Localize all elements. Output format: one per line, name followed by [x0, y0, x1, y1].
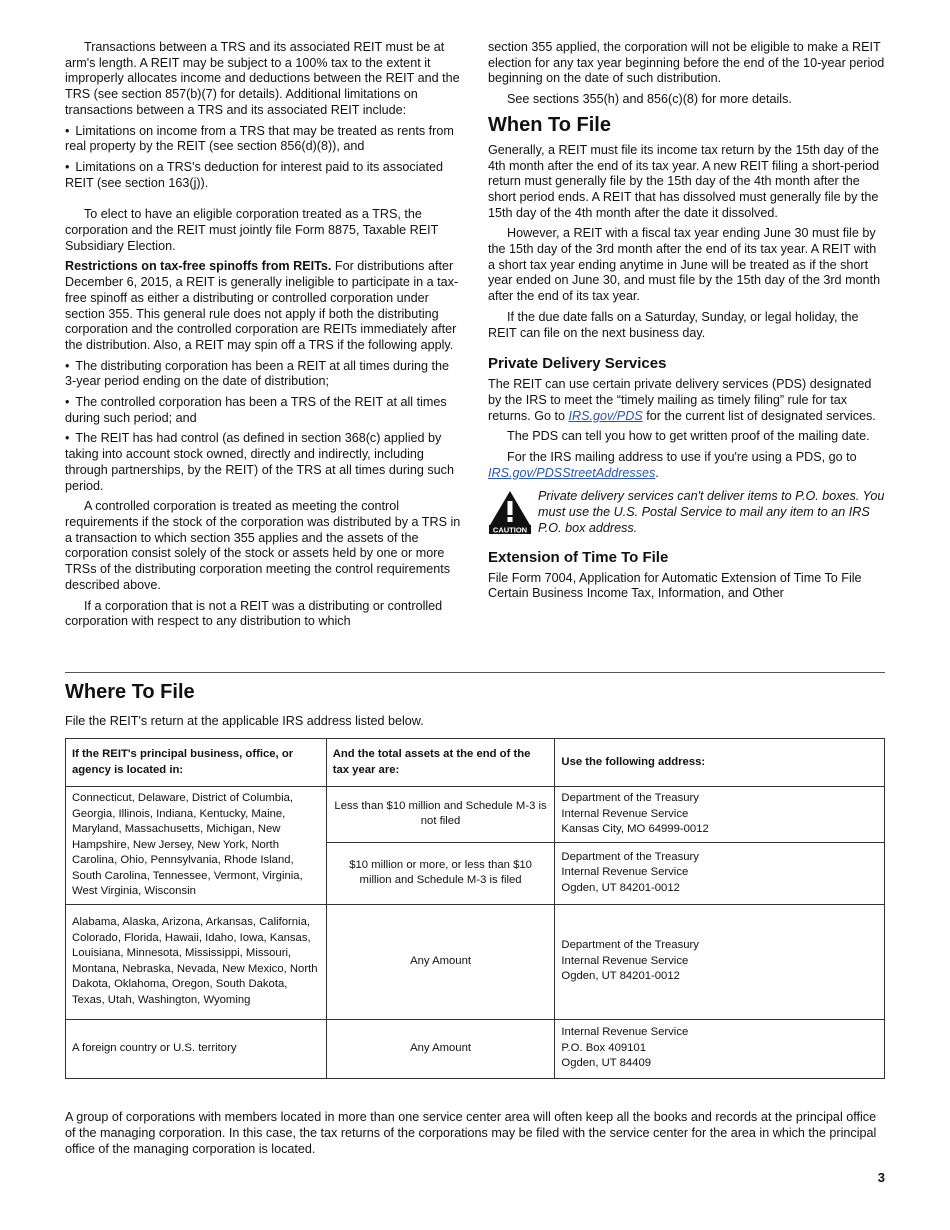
caution-text: Private delivery services can't deliver items to P.O. boxes. You must use the U.S. Postal Service to mail any item to an IRS P.O. box address.	[538, 489, 885, 535]
address-cell: Department of the Treasury Internal Revenue Service Ogden, UT 84201-0012	[555, 904, 885, 1019]
page-number: 3	[877, 1170, 885, 1185]
assets-cell: Any Amount	[326, 1019, 555, 1078]
when-paragraph-1: Generally, a REIT must file its income tax return by the 15th day of the 4th month after the end of its tax year. A new REIT filing a short-period return must generally file by the 15th day of the 4th month after the short period ends. A REIT that has dissolved must generally file by the 15th day of the 4th month after the date it dissolved.	[488, 142, 880, 220]
spinoff-paragraph	[65, 259, 462, 353]
controlled-corporation-paragraph: A controlled corporation is treated as meeting the control requirements if the stock of the corporation was distributed by a TRS in a transaction to which section 355 applies and the assets of the corporation consist solely of the stock or assets held by one or more TRSs of the distributing corporation meeting the control requirements described above.	[65, 499, 461, 592]
pds-paragraph-2: The PDS can tell you how to get written proof of the mailing date.	[507, 429, 870, 444]
address-table	[65, 738, 885, 1079]
page	[65, 40, 885, 1169]
header-address: Use the following address:	[555, 739, 885, 787]
caution-label: CAUTION	[492, 525, 528, 535]
bullet-item: • The distributing corporation has been a REIT at all times during the 3-year period ending on the date of distribution;	[65, 359, 462, 390]
locations-cell: A foreign country or U.S. territory	[66, 1019, 327, 1078]
header-location: If the REIT's principal business, office, or agency is located in:	[66, 739, 327, 787]
caution-box	[488, 489, 885, 536]
extension-paragraph: File Form 7004, Application for Automatic Extension of Time To File Certain Business Income Tax, Information, and Other	[488, 570, 862, 601]
two-column-text	[65, 40, 885, 663]
footer-paragraph: A group of corporations with members located in more than one service center area will often keep all the books and records at the principal office of the managing corporation. In this case, the tax returns of the corporations may be filed with the service center for the area in which the principal office of the managing corporation is located.	[65, 1109, 877, 1156]
bullet-item: • The controlled corporation has been a TRS of the REIT at all times during such period; and	[65, 395, 462, 426]
assets-cell: Any Amount	[326, 904, 555, 1019]
header-assets: And the total assets at the end of the tax year are:	[326, 739, 555, 787]
irs-pds-link[interactable]: IRS.gov/PDS	[568, 408, 643, 423]
table-row	[66, 1019, 885, 1078]
when-paragraph-3: If the due date falls on a Saturday, Sunday, or legal holiday, the REIT can file on the next business day.	[488, 309, 859, 340]
non-reit-paragraph: If a corporation that is not a REIT was a distributing or controlled corporation with respect to any distribution to which	[65, 598, 443, 629]
bullet-item: • Limitations on a TRS's deduction for interest paid to its associated REIT (see section 163(j)).	[65, 160, 462, 191]
trs-transactions-paragraph: Transactions between a TRS and its associated REIT must be at arm's length. A REIT may be subject to a 100% tax to the extent it improperly allocates income and deductions between the REIT and the TRS (see section 857(b)(7) for details). Additional limitations on transactions between a TRS and its associated REIT include:	[65, 40, 460, 117]
address-cell: Department of the Treasury Internal Revenue Service Ogden, UT 84201-0012	[555, 842, 885, 904]
section-355-paragraph: section 355 applied, the corporation will not be eligible to make a REIT election for any tax year beginning before the end of the 10-year period beginning on the date of such distribution.	[488, 40, 885, 86]
right-column	[488, 40, 885, 663]
bullet-item: • The REIT has had control (as defined in section 368(c) applied by taking into account stock owned, directly and indirectly, including through partnerships, by the REIT) of the TRS at all times during such period.	[65, 431, 462, 494]
left-column	[65, 40, 462, 663]
spinoff-text: For distributions after December 6, 2015, a REIT is generally ineligible to participate in a tax-free spinoff as either a distributing or controlled corporation under section 355. This general rule does not apply if both the distributing corporation and the controlled corporation are REITs immediately after the distribution. Also, a REIT may spin off a TRS if the following apply.	[65, 259, 459, 352]
where-intro: File the REIT's return at the applicable IRS address listed below.	[65, 714, 424, 728]
pds-street-addresses-link[interactable]: IRS.gov/PDSStreetAddresses	[488, 465, 656, 480]
spinoff-heading: Restrictions on tax-free spinoffs from REITs.	[65, 259, 332, 274]
section-divider	[65, 672, 885, 673]
bullet-item: • Limitations on income from a TRS that may be treated as rents from real property by the REIT (see section 856(d)(8)), and	[65, 124, 462, 155]
when-to-file-heading: When To File	[488, 113, 611, 136]
trs-election-paragraph: To elect to have an eligible corporation treated as a TRS, the corporation and the REIT must jointly file Form 8875, Taxable REIT Subsidiary Election.	[65, 207, 439, 253]
locations-cell: Connecticut, Delaware, District of Columbia, Georgia, Illinois, Indiana, Kentucky, Maine, Maryland, Massachusetts, Michigan, New Hampshire, New Jersey, New York, North Carolina, Ohio, Pennsylvania, Rhode Island, South Carolina, Tennessee, Vermont, Virginia, West Virginia, Wisconsin	[66, 787, 327, 905]
when-paragraph-2: However, a REIT with a fiscal tax year ending June 30 must file by the 15th day of the 3rd month after the end of its tax year. A REIT with a short tax year ending anytime in June will be treated as if the short year ended on June 30, and must file by the 15th day of the 3rd month after the end of its tax year.	[488, 226, 881, 304]
table-row	[66, 787, 885, 843]
caution-icon	[488, 489, 532, 535]
pds-paragraph-3: For the IRS mailing address to use if you're using a PDS, go to IRS.gov/PDSStreetAddresses.	[488, 450, 857, 480]
pds-paragraph-1: The REIT can use certain private delivery services (PDS) designated by the IRS to meet the “timely mailing as timely filing” rule for tax returns. Go to IRS.gov/PDS for the current list of designated services.	[488, 377, 876, 423]
assets-cell: Less than $10 million and Schedule M-3 is not filed	[326, 787, 555, 843]
see-sections-paragraph: See sections 355(h) and 856(c)(8) for more details.	[507, 92, 792, 107]
extension-heading: Extension of Time To File	[488, 548, 669, 566]
address-cell: Department of the Treasury Internal Revenue Service Kansas City, MO 64999-0012	[555, 787, 885, 843]
table-header-row	[66, 739, 885, 787]
address-cell: Internal Revenue Service P.O. Box 409101 Ogden, UT 84409	[555, 1019, 885, 1078]
assets-cell: $10 million or more, or less than $10 million and Schedule M-3 is filed	[326, 842, 555, 904]
pds-heading: Private Delivery Services	[488, 355, 667, 373]
table-row	[66, 904, 885, 1019]
where-to-file-heading: Where To File	[65, 681, 195, 703]
locations-cell: Alabama, Alaska, Arizona, Arkansas, California, Colorado, Florida, Hawaii, Idaho, Iowa, Kansas, Louisiana, Minnesota, Mississippi, Missouri, Montana, Nebraska, Nevada, New Mexico, North Dakota, Oklahoma, Oregon, South Dakota, Texas, Utah, Washington, Wyoming	[66, 904, 327, 1019]
